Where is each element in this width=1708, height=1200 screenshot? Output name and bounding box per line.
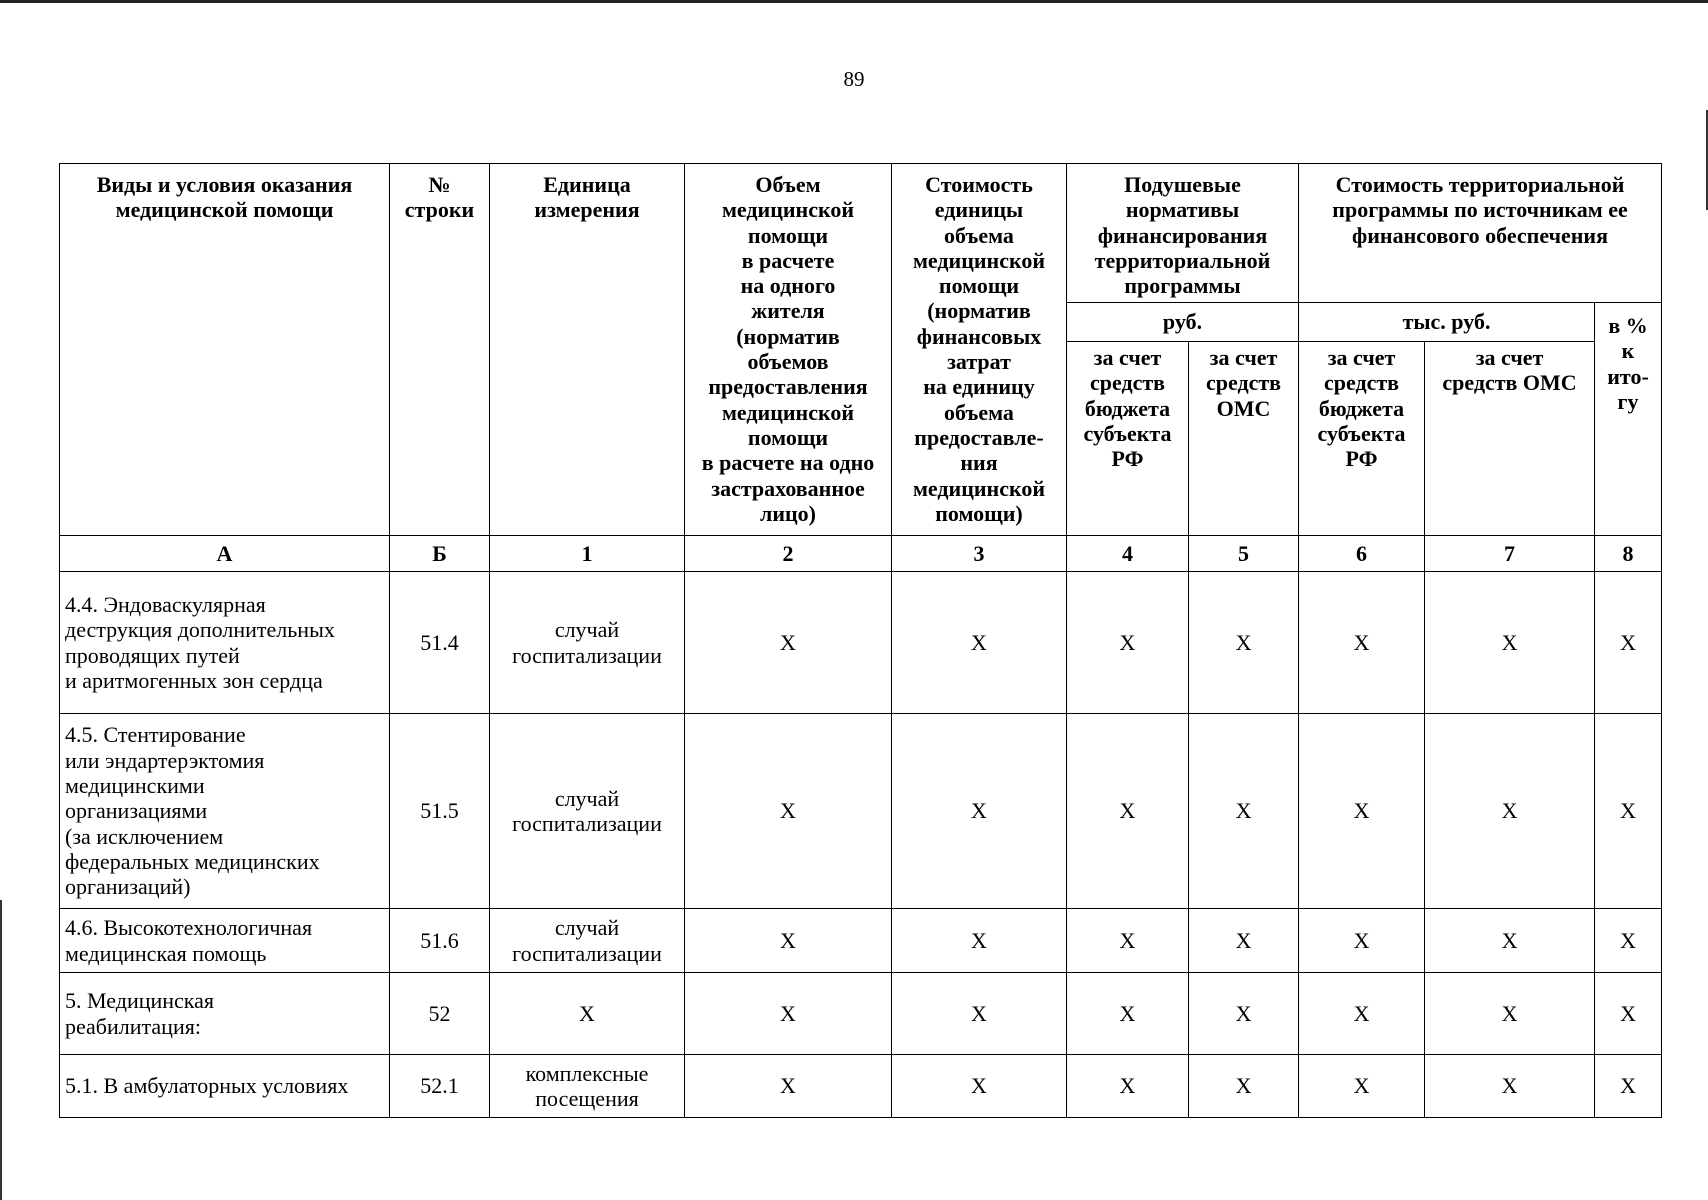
header-unit: Единица измерения: [490, 164, 685, 536]
index-cell: 8: [1595, 536, 1662, 572]
row-cell: X: [1067, 1055, 1189, 1118]
row-cell: X: [1425, 714, 1595, 909]
index-cell: 5: [1189, 536, 1299, 572]
row-cell: X: [1595, 714, 1662, 909]
row-unit: случай госпитализации: [490, 572, 685, 714]
row-cell: X: [1299, 909, 1425, 973]
row-description: 5.1. В амбулаторных условиях: [60, 1055, 390, 1118]
index-cell: 4: [1067, 536, 1189, 572]
row-cell: X: [1595, 572, 1662, 714]
index-cell: 7: [1425, 536, 1595, 572]
row-description: 4.5. Стентирование или эндартерэктомия медицинскими организациями (за исключением федеральных медицинских организаций): [60, 714, 390, 909]
table-row: [60, 1055, 1662, 1118]
row-cell: X: [1067, 714, 1189, 909]
scan-edge-top: [0, 0, 1708, 3]
row-cell: X: [1067, 572, 1189, 714]
row-cell: X: [1067, 973, 1189, 1055]
row-description: 4.6. Высокотехнологичная медицинская помощь: [60, 909, 390, 973]
header-unit-cost: Стоимость единицы объема медицинской помощи (норматив финансовых затрат на единицу объема предоставле- ния медицинской помощи): [892, 164, 1067, 536]
index-cell: 1: [490, 536, 685, 572]
header-volume: Объем медицинской помощи в расчете на одного жителя (норматив объемов предоставления медицинской помощи в расчете на одно застрахованное лицо): [685, 164, 892, 536]
index-cell: А: [60, 536, 390, 572]
row-cell: X: [1425, 909, 1595, 973]
row-unit: случай госпитализации: [490, 714, 685, 909]
header-oms-thous: за счет средств ОМС: [1425, 342, 1595, 536]
table-row: [60, 572, 1662, 714]
financing-table: [59, 163, 1662, 1118]
row-cell: X: [1425, 1055, 1595, 1118]
header-rub: руб.: [1067, 303, 1299, 342]
header-budget-rub: за счет средств бюджета субъекта РФ: [1067, 342, 1189, 536]
header-oms-rub: за счет средств ОМС: [1189, 342, 1299, 536]
row-cell: X: [892, 714, 1067, 909]
row-cell: X: [685, 973, 892, 1055]
row-cell: X: [685, 909, 892, 973]
row-cell: X: [1189, 973, 1299, 1055]
header-line-number: № строки: [390, 164, 490, 536]
row-cell: X: [685, 1055, 892, 1118]
row-cell: X: [1189, 909, 1299, 973]
table-row: [60, 909, 1662, 973]
scan-edge-left: [0, 900, 2, 1200]
row-cell: X: [1595, 909, 1662, 973]
row-cell: X: [1299, 572, 1425, 714]
row-line-number: 51.6: [390, 909, 490, 973]
row-line-number: 51.4: [390, 572, 490, 714]
row-cell: X: [1299, 973, 1425, 1055]
header-program-cost-group: Стоимость территориальной программы по источникам ее финансового обеспечения: [1299, 164, 1662, 303]
row-cell: X: [1299, 714, 1425, 909]
header-per-capita-group: Подушевые нормативы финансирования территориальной программы: [1067, 164, 1299, 303]
index-cell: Б: [390, 536, 490, 572]
column-index-row: [60, 536, 1662, 572]
index-cell: 6: [1299, 536, 1425, 572]
row-cell: X: [685, 572, 892, 714]
row-cell: X: [892, 973, 1067, 1055]
row-cell: X: [892, 572, 1067, 714]
row-cell: X: [1189, 572, 1299, 714]
page-number: 89: [843, 67, 865, 91]
row-unit: X: [490, 973, 685, 1055]
row-cell: X: [685, 714, 892, 909]
row-description: 5. Медицинская реабилитация:: [60, 973, 390, 1055]
row-unit: случай госпитализации: [490, 909, 685, 973]
row-unit: комплексные посещения: [490, 1055, 685, 1118]
row-description: 4.4. Эндоваскулярная деструкция дополнительных проводящих путей и аритмогенных зон сердца: [60, 572, 390, 714]
row-cell: X: [1299, 1055, 1425, 1118]
table-row: [60, 714, 1662, 909]
index-cell: 2: [685, 536, 892, 572]
row-line-number: 52.1: [390, 1055, 490, 1118]
row-cell: X: [1189, 714, 1299, 909]
table-row: [60, 973, 1662, 1055]
row-cell: X: [1425, 572, 1595, 714]
row-cell: X: [1595, 973, 1662, 1055]
row-cell: X: [1189, 1055, 1299, 1118]
table-header: [60, 164, 1662, 536]
row-line-number: 51.5: [390, 714, 490, 909]
row-line-number: 52: [390, 973, 490, 1055]
header-type-conditions: Виды и условия оказания медицинской помощи: [60, 164, 390, 536]
header-percent: в % к ито- гу: [1595, 303, 1662, 536]
row-cell: X: [1595, 1055, 1662, 1118]
row-cell: X: [892, 909, 1067, 973]
header-budget-thous: за счет средств бюджета субъекта РФ: [1299, 342, 1425, 536]
header-thous-rub: тыс. руб.: [1299, 303, 1595, 342]
row-cell: X: [892, 1055, 1067, 1118]
index-cell: 3: [892, 536, 1067, 572]
row-cell: X: [1067, 909, 1189, 973]
row-cell: X: [1425, 973, 1595, 1055]
